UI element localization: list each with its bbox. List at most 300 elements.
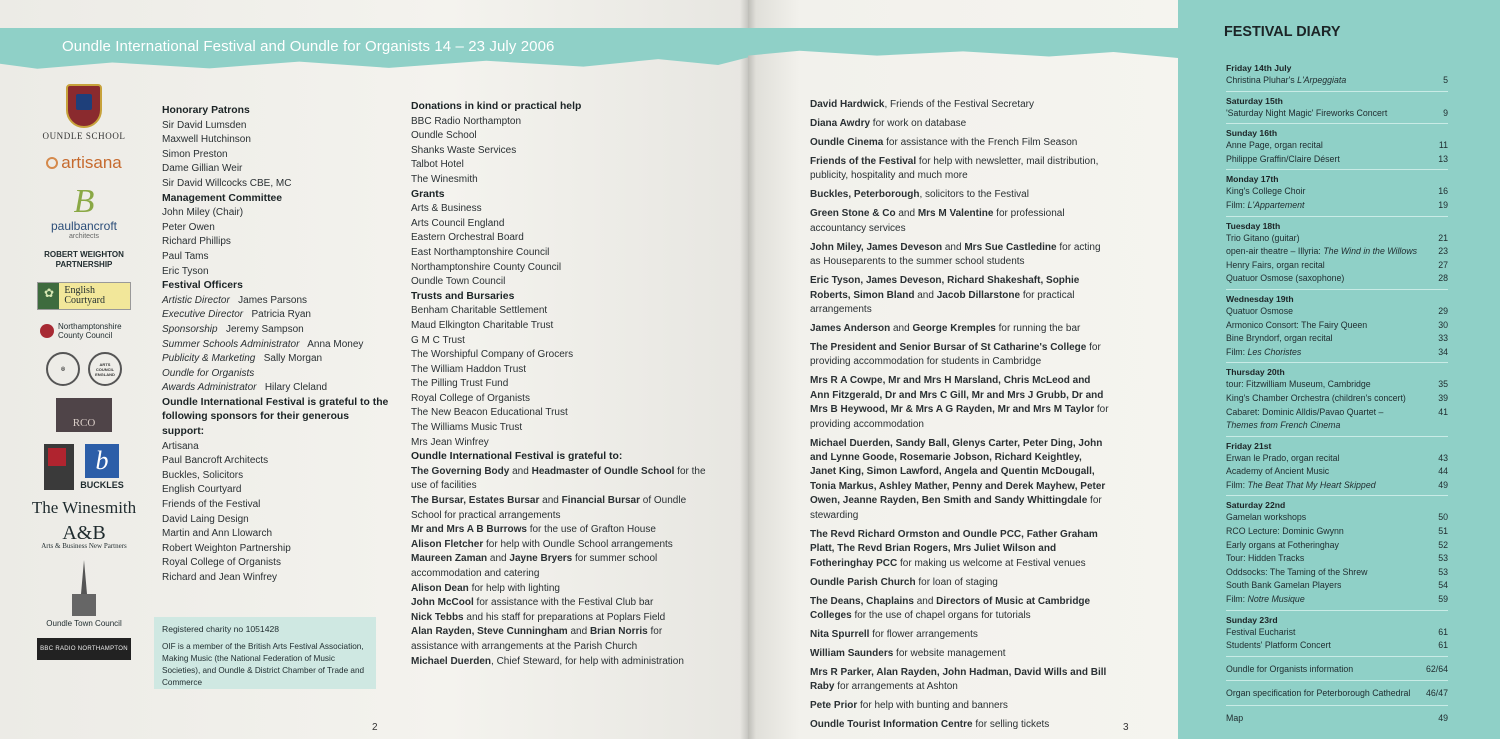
ack-bold: The President and Senior Bursar of St Catharine's College xyxy=(810,342,1087,354)
ack-bold: William Saunders xyxy=(810,647,894,659)
ack-bold: The Bursar, Estates Bursar xyxy=(411,495,540,507)
grateful-heading: Oundle International Festival is grateful to: xyxy=(411,451,623,463)
diary-event xyxy=(1226,259,1448,273)
diary-event xyxy=(1226,153,1448,167)
winesmith-logo: The Winesmith xyxy=(31,498,137,517)
officer-role: Oundle for Organists xyxy=(162,367,255,379)
diary-event xyxy=(1226,406,1448,420)
acknowledgement xyxy=(411,538,711,553)
event-text: Gamelan workshops xyxy=(1226,512,1307,523)
diary-event-page: 59 xyxy=(1438,594,1448,605)
list-item: BBC Radio Northampton xyxy=(411,115,522,127)
diary-event-title xyxy=(1226,107,1387,121)
diary-day xyxy=(1226,289,1448,362)
page-number-left: 2 xyxy=(372,722,378,733)
ack-bold: Maureen Zaman xyxy=(411,553,488,565)
diary-day xyxy=(1226,216,1448,289)
ack-text: for selling tickets xyxy=(972,719,1050,731)
diary-event-page: 51 xyxy=(1438,526,1448,537)
diary-event-page xyxy=(1424,419,1448,433)
donations-list xyxy=(411,115,711,188)
diary-event xyxy=(1226,272,1448,286)
patrons-column xyxy=(162,104,392,586)
ack-text: for help with lighting xyxy=(468,582,560,594)
list-item: The William Haddon Trust xyxy=(411,363,527,375)
ack-text: and xyxy=(567,626,590,638)
event-text: Academy of Ancient Music xyxy=(1226,466,1330,477)
list-item: John Miley (Chair) xyxy=(162,207,244,219)
diary-event xyxy=(1226,579,1448,593)
acknowledgement xyxy=(810,341,1110,370)
seal-icon: ◎ xyxy=(46,352,80,386)
diary-event-page: 35 xyxy=(1438,379,1448,390)
ack-text: for professional accountancy services xyxy=(810,208,1065,234)
officers-heading: Festival Officers xyxy=(162,280,243,292)
ack-bold: Pete Prior xyxy=(810,700,858,712)
event-italic: The Wind in the Willows xyxy=(1323,246,1418,257)
ack-bold: Mrs R A Cowpe, Mr and Mrs H Marsland, Chris McLeod and Ann Fitzgerald, Dr and Mrs C Gill, Mr and Mrs J Grubb, Dr and Mrs B Heywood, Mr & Mrs A G Rayden, Mr and Mrs M Taylor xyxy=(810,375,1104,416)
diary-day-heading: Monday 17th xyxy=(1226,174,1279,185)
diary-event-page: 30 xyxy=(1438,319,1448,330)
diary-event-title xyxy=(1226,525,1344,539)
diary-day-heading: Saturday 22nd xyxy=(1226,500,1286,511)
event-italic: Les Choristes xyxy=(1247,346,1302,357)
diary-event-title xyxy=(1226,259,1325,273)
officer-name: Patricia Ryan xyxy=(251,309,311,321)
ack-bold: Oundle Cinema xyxy=(810,137,884,148)
diary-event-page: 52 xyxy=(1438,539,1448,550)
officer-row xyxy=(162,381,392,396)
ack-text: for flower arrangements xyxy=(869,628,978,640)
event-text: Festival Eucharist xyxy=(1226,626,1296,637)
event-text: 'Saturday Night Magic' Fireworks Concert xyxy=(1226,107,1388,118)
ack-bold: Mrs R Parker, Alan Rayden, John Hadman, David Wills and Bill Raby xyxy=(810,666,1107,693)
ack-text: , solicitors to the Festival xyxy=(919,189,1029,201)
spacer xyxy=(254,368,262,379)
ack-bold: David Hardwick xyxy=(810,99,885,110)
robert-weighton-logo: ROBERT WEIGHTON PARTNERSHIP xyxy=(44,250,124,269)
officer-name: Anna Money xyxy=(307,338,364,350)
acknowledgement xyxy=(810,274,1110,317)
diary-event-page: 44 xyxy=(1438,466,1448,477)
acknowledgement xyxy=(810,576,1110,590)
diary-event-title xyxy=(1226,452,1339,466)
diary-event-page: 61 xyxy=(1438,626,1448,637)
buckles-logo-row: b BUCKLES xyxy=(24,444,144,490)
diary-extra-label: Map xyxy=(1226,713,1244,723)
charity-box xyxy=(154,617,376,689)
diary-event-title xyxy=(1226,139,1323,153)
seals-row xyxy=(24,352,144,386)
patrons-heading: Honorary Patrons xyxy=(162,105,250,116)
sponsors-list xyxy=(162,440,392,586)
diary-event-title xyxy=(1226,566,1367,580)
spacer xyxy=(256,382,264,393)
event-text: Philippe Graffin/Claire Désert xyxy=(1226,153,1340,164)
event-text: Tour: Hidden Tracks xyxy=(1226,553,1305,564)
diary-event xyxy=(1226,185,1448,199)
officer-row xyxy=(162,352,392,367)
diary-event-page: 53 xyxy=(1438,566,1448,577)
event-italic: L'Arpeggiata xyxy=(1297,75,1347,85)
acknowledgement xyxy=(411,625,711,654)
artisana-logo: artisana xyxy=(24,153,144,173)
ack-bold: Headmaster of Oundle School xyxy=(531,465,675,477)
ack-text: , Friends of the Festival Secretary xyxy=(884,99,1034,110)
ack-bold: Michael Duerden, Sandy Ball, Glenys Carter, Peter Ding, John and Lynne Goode, Rosemarie Jobson, Richard Keightley, Janet King, Simon Lawford, Angela and Quentin McDougall, Tonia Markus, Ashley Mather, Penny and Derek Mayhew, Peter Owen, Jeanne Rayden, Ben Smith and Sandy Whittingdale xyxy=(810,437,1106,507)
diary-event-page: 53 xyxy=(1438,553,1448,564)
diary-day xyxy=(1226,91,1448,124)
diary-day-heading: Saturday 15th xyxy=(1226,95,1283,106)
ack-text: for assistance with arrangements at the Parish Church xyxy=(411,626,663,652)
event-text: tour: Fitzwilliam Museum, Cambridge xyxy=(1226,379,1371,390)
donations-heading: Donations in kind or practical help xyxy=(411,101,582,112)
event-text: Bine Bryndorf, organ recital xyxy=(1226,333,1333,344)
diary-event xyxy=(1226,245,1448,259)
trusts-heading: Trusts and Bursaries xyxy=(411,290,515,302)
ack-bold: Oundle Tourist Information Centre xyxy=(810,719,973,731)
diary-event-page: 50 xyxy=(1438,512,1448,523)
diary-event xyxy=(1226,452,1448,466)
ack-text: for providing accommodation for students in Cambridge xyxy=(810,342,1101,368)
ack-text: for making us welcome at Festival venues xyxy=(897,557,1086,569)
event-italic: Notre Musique xyxy=(1247,594,1305,605)
diary-day xyxy=(1226,495,1448,609)
ack-text: and xyxy=(942,241,965,253)
event-text: Quatuor Osmose (saxophone) xyxy=(1226,273,1345,284)
ack-bold: Oundle Parish Church xyxy=(810,576,916,588)
acknowledgement xyxy=(810,699,1110,713)
diary-event-title xyxy=(1226,465,1329,479)
arts-council-logo: ARTS COUNCIL ENGLAND xyxy=(88,352,122,386)
ack-text: and xyxy=(509,465,532,477)
ack-bold: Mrs M Valentine xyxy=(917,208,994,220)
diary-day xyxy=(1226,62,1448,91)
list-item: The New Beacon Educational Trust xyxy=(411,407,568,419)
diary-event-page: 19 xyxy=(1438,199,1448,210)
ack-bold: John Miley, James Deveson xyxy=(810,241,943,253)
diary-event xyxy=(1226,199,1448,213)
diary-extra-page: 49 xyxy=(1438,713,1448,723)
ack-text: for arrangements at Ashton xyxy=(834,681,958,693)
diary-event-page: 28 xyxy=(1438,273,1448,284)
ack-text: , Chief Steward, for help with administration xyxy=(491,655,684,667)
diary-event-title xyxy=(1226,419,1340,433)
spacer xyxy=(230,295,238,306)
diary-event-title xyxy=(1226,593,1305,607)
officer-name: Hilary Cleland xyxy=(264,382,328,394)
list-item: Maud Elkington Charitable Trust xyxy=(411,319,554,331)
solicitors-mark-icon xyxy=(44,444,74,490)
membership-text: OIF is a member of the British Arts Festival Association, Making Music (the National Federation of Music Societies), and Oundle & District Chamber of Trade and Commerce xyxy=(162,642,365,687)
event-text: Quatuor Osmose xyxy=(1226,305,1293,316)
officer-role: Awards Administrator xyxy=(162,382,257,394)
diary-event-title xyxy=(1226,346,1301,360)
ack-text: and his staff for preparations at Poplars Field xyxy=(463,611,666,623)
diary-day-heading: Thursday 20th xyxy=(1226,367,1285,378)
diary-day-heading: Sunday 16th xyxy=(1226,128,1278,139)
ack-text: for providing accommodation xyxy=(810,404,1109,430)
event-text: King's Chamber Orchestra (children's concert) xyxy=(1226,392,1406,403)
event-text: Henry Fairs, organ recital xyxy=(1226,259,1325,270)
diary-event-title xyxy=(1226,199,1304,213)
crest-icon xyxy=(66,84,102,128)
event-text: Students' Platform Concert xyxy=(1226,640,1331,651)
ack-bold: Alison Dean xyxy=(411,582,469,594)
diary-event-page: 16 xyxy=(1438,186,1448,197)
officer-row xyxy=(162,294,392,309)
management-heading: Management Committee xyxy=(162,192,283,204)
event-italic: Themes from French Cinema xyxy=(1226,420,1341,431)
officer-row xyxy=(162,308,392,323)
diary-event xyxy=(1226,107,1448,121)
list-item: English Courtyard xyxy=(162,484,242,496)
ack-text: for loan of staging xyxy=(915,576,998,588)
diary-day-heading: Friday 14th July xyxy=(1226,63,1292,73)
list-item: The Winesmith xyxy=(411,173,478,185)
list-item: Oundle School xyxy=(411,130,477,142)
officers-list xyxy=(162,294,392,396)
ack-bold: Jayne Bryers xyxy=(509,553,573,565)
event-text: Cabaret: Dominic Alldis/Pavao Quartet – xyxy=(1226,406,1384,417)
rose-icon xyxy=(40,324,54,338)
ack-text: for the use of Grafton House xyxy=(526,524,656,536)
officer-name: Jeremy Sampson xyxy=(225,323,304,335)
diary-event xyxy=(1226,392,1448,406)
grants-list xyxy=(411,202,711,290)
diary-day xyxy=(1226,123,1448,169)
diary-title: FESTIVAL DIARY xyxy=(1224,24,1341,40)
list-item: Eastern Orchestral Board xyxy=(411,232,524,244)
ack-bold: The Governing Body xyxy=(411,465,510,477)
diary-day xyxy=(1226,362,1448,435)
diary-extra xyxy=(1226,680,1448,705)
diary-event-page: 21 xyxy=(1438,232,1448,243)
list-item: Paul Tams xyxy=(162,250,209,262)
list-item: Eric Tyson xyxy=(162,265,209,277)
registered-charity: Registered charity no 1051428 xyxy=(162,624,280,634)
diary-event-page: 11 xyxy=(1438,140,1448,151)
event-text: Film: xyxy=(1226,594,1248,605)
ack-text: and xyxy=(914,289,937,301)
diary-event xyxy=(1226,305,1448,319)
event-text: Anne Page, organ recital xyxy=(1226,140,1323,151)
officer-role: Executive Director xyxy=(162,309,244,321)
church-icon xyxy=(72,560,96,616)
diary-event xyxy=(1226,626,1448,640)
diary-event-title xyxy=(1226,392,1406,406)
list-item: Sir David Lumsden xyxy=(162,119,247,131)
ack-text: for summer school accommodation and catering xyxy=(411,553,658,579)
diary-event-title xyxy=(1226,639,1331,653)
diary-event-title xyxy=(1226,185,1305,199)
ack-text: for help with bunting and banners xyxy=(857,700,1008,712)
event-text: King's College Choir xyxy=(1226,186,1306,197)
list-item: Simon Preston xyxy=(162,148,228,160)
diary-event xyxy=(1226,319,1448,333)
acknowledgement xyxy=(810,718,1110,732)
ack-text: for help with newsletter, mail distribution, publicity, hospitality and much more xyxy=(810,156,1099,182)
acknowledgement xyxy=(411,655,711,670)
list-item: Martin and Ann Llowarch xyxy=(162,528,273,540)
page-number-right: 3 xyxy=(1123,722,1129,733)
acknowledgement xyxy=(810,322,1110,336)
diary-event-title xyxy=(1226,479,1376,493)
list-item: G M C Trust xyxy=(411,334,465,346)
officer-name: James Parsons xyxy=(238,294,308,306)
officer-row xyxy=(162,323,392,338)
diary-event xyxy=(1226,346,1448,360)
diary-event xyxy=(1226,593,1448,607)
ack-bold: Green Stone & Co xyxy=(810,208,896,220)
diary-day-heading: Wednesday 19th xyxy=(1226,293,1294,304)
acknowledgement xyxy=(810,437,1110,523)
diary-extra-page: 62/64 xyxy=(1425,663,1448,674)
acknowledgement xyxy=(810,117,1110,131)
diary-event-title xyxy=(1226,406,1383,420)
patrons-list xyxy=(162,119,392,192)
diary-extra xyxy=(1226,705,1448,730)
acknowledgement xyxy=(411,523,711,538)
ack-bold: Mrs Sue Castledine xyxy=(964,241,1057,253)
ack-bold: Brian Norris xyxy=(589,626,648,638)
diary-event-page: 39 xyxy=(1438,392,1448,403)
list-item: Artisana xyxy=(162,440,199,452)
list-item: Friends of the Festival xyxy=(162,499,261,511)
event-text: Oddsocks: The Taming of the Shrew xyxy=(1226,566,1368,577)
ack-text: and xyxy=(895,208,918,220)
diary-event xyxy=(1226,74,1448,88)
event-text: Armonico Consort: The Fairy Queen xyxy=(1226,319,1368,330)
event-text: RCO Lecture: Dominic Gwynn xyxy=(1226,526,1344,537)
list-item: Maxwell Hutchinson xyxy=(162,134,251,146)
list-item: Royal College of Organists xyxy=(411,392,530,404)
list-item: Shanks Waste Services xyxy=(411,144,517,156)
diary-event xyxy=(1226,552,1448,566)
acknowledgement xyxy=(810,207,1110,236)
northamptonshire-logo: Northamptonshire County Council xyxy=(24,322,144,340)
diary-extra-label: Oundle for Organists information xyxy=(1226,663,1354,674)
list-item: The Williams Music Trust xyxy=(411,422,523,434)
bbc-radio-logo: BBC RADIO NORTHAMPTON xyxy=(24,638,144,660)
ack-bold: The Deans, Chaplains xyxy=(810,595,914,607)
diary-day xyxy=(1226,436,1448,496)
ack-bold: Jacob Dillarstone xyxy=(936,289,1021,301)
ack-bold: Michael Duerden xyxy=(411,655,492,667)
diary-day-heading: Friday 21st xyxy=(1226,440,1272,451)
list-item: Benham Charitable Settlement xyxy=(411,305,548,317)
diary-event-page: 33 xyxy=(1438,333,1448,344)
list-item: Sir David Willcocks CBE, MC xyxy=(162,177,292,189)
diary-extra-page: 46/47 xyxy=(1425,688,1448,699)
list-item: Dame Gillian Weir xyxy=(162,163,243,175)
diary-day xyxy=(1226,169,1448,215)
officer-name: Sally Morgan xyxy=(263,353,323,365)
diary-event-title xyxy=(1226,552,1304,566)
diary-event xyxy=(1226,378,1448,392)
ack-text: for the use of chapel organs for tutorials xyxy=(851,609,1031,621)
diary-event-page: 61 xyxy=(1438,640,1448,651)
ack-text: for running the bar xyxy=(995,323,1081,335)
list-item: Robert Weighton Partnership xyxy=(162,542,291,554)
diary-event xyxy=(1226,139,1448,153)
list-item: The Pilling Trust Fund xyxy=(411,378,509,390)
donations-column xyxy=(411,100,711,669)
arts-business-logo: A&B Arts & Business New Partners xyxy=(41,522,127,550)
ack-text: for assistance with the Festival Club bar xyxy=(473,597,654,609)
page-fold-shadow xyxy=(740,0,756,739)
diary-event-page: 13 xyxy=(1438,153,1448,164)
acknowledgement xyxy=(810,136,1110,150)
event-text: Film: xyxy=(1226,479,1248,490)
acknowledgement xyxy=(810,98,1110,112)
diary-event-page: 41 xyxy=(1438,406,1448,417)
diary-extra xyxy=(1226,656,1448,681)
diary-event-title xyxy=(1226,511,1306,525)
ack-bold: John McCool xyxy=(411,597,474,609)
ack-bold: Eric Tyson, James Deveson, Richard Shakeshaft, Sophie Roberts, Simon Bland xyxy=(810,275,1080,301)
ack-bold: Buckles, Peterborough xyxy=(810,189,920,201)
diary-event-title xyxy=(1226,272,1344,286)
diary-event-page: 23 xyxy=(1438,246,1448,257)
acknowledgement xyxy=(810,188,1110,202)
ack-bold: Financial Bursar xyxy=(561,495,640,507)
ack-text: for work on database xyxy=(870,118,967,129)
ack-bold: Diana Awdry xyxy=(810,118,871,129)
ack-text: and xyxy=(913,595,937,607)
diary-event xyxy=(1226,419,1448,433)
diary-event xyxy=(1226,511,1448,525)
diary-extra-label: Organ specification for Peterborough Cathedral xyxy=(1226,688,1411,699)
diary-event xyxy=(1226,332,1448,346)
ack-text: for help with Oundle School arrangements xyxy=(483,538,673,550)
ack-text: and xyxy=(890,323,913,335)
diary-event-page: 54 xyxy=(1438,580,1448,591)
list-item: Buckles, Solicitors xyxy=(162,469,244,481)
spacer xyxy=(218,324,226,335)
acknowledgement xyxy=(810,595,1110,624)
diary-list xyxy=(1226,62,1448,730)
list-item: Arts & Business xyxy=(411,203,482,215)
diary-event xyxy=(1226,479,1448,493)
event-text: Film: xyxy=(1226,199,1248,210)
officer-row xyxy=(162,367,392,382)
grateful-list xyxy=(411,465,711,669)
officer-row xyxy=(162,338,392,353)
acknowledgement xyxy=(810,528,1110,571)
event-italic: L'Appartement xyxy=(1247,199,1305,210)
trusts-list xyxy=(411,304,711,450)
diary-event-title xyxy=(1226,626,1295,640)
officer-role: Summer Schools Administrator xyxy=(162,338,300,350)
diary-event-title xyxy=(1226,332,1333,346)
diary-day-heading: Tuesday 18th xyxy=(1226,220,1281,231)
event-text: Erwan le Prado, organ recital xyxy=(1226,452,1340,463)
diary-event-title xyxy=(1226,232,1300,246)
ack-bold: George Kremples xyxy=(912,323,996,335)
diary-event-title xyxy=(1226,579,1341,593)
list-item: Richard and Jean Winfrey xyxy=(162,572,278,583)
list-item: Peter Owen xyxy=(162,221,215,233)
acknowledgement xyxy=(411,611,711,626)
acknowledgements-column xyxy=(810,98,1110,737)
list-item: Arts Council England xyxy=(411,217,505,229)
diary-event-page: 9 xyxy=(1443,107,1448,118)
acknowledgement xyxy=(411,582,711,597)
diary-day xyxy=(1226,610,1448,656)
rco-logo: RCO xyxy=(24,398,144,432)
ack-bold: The Revd Richard Ormston and Oundle PCC, Father Graham Platt, The Revd Brian Rogers, Mrs Juliet Wilson and Fotheringhay PCC xyxy=(810,528,1098,569)
